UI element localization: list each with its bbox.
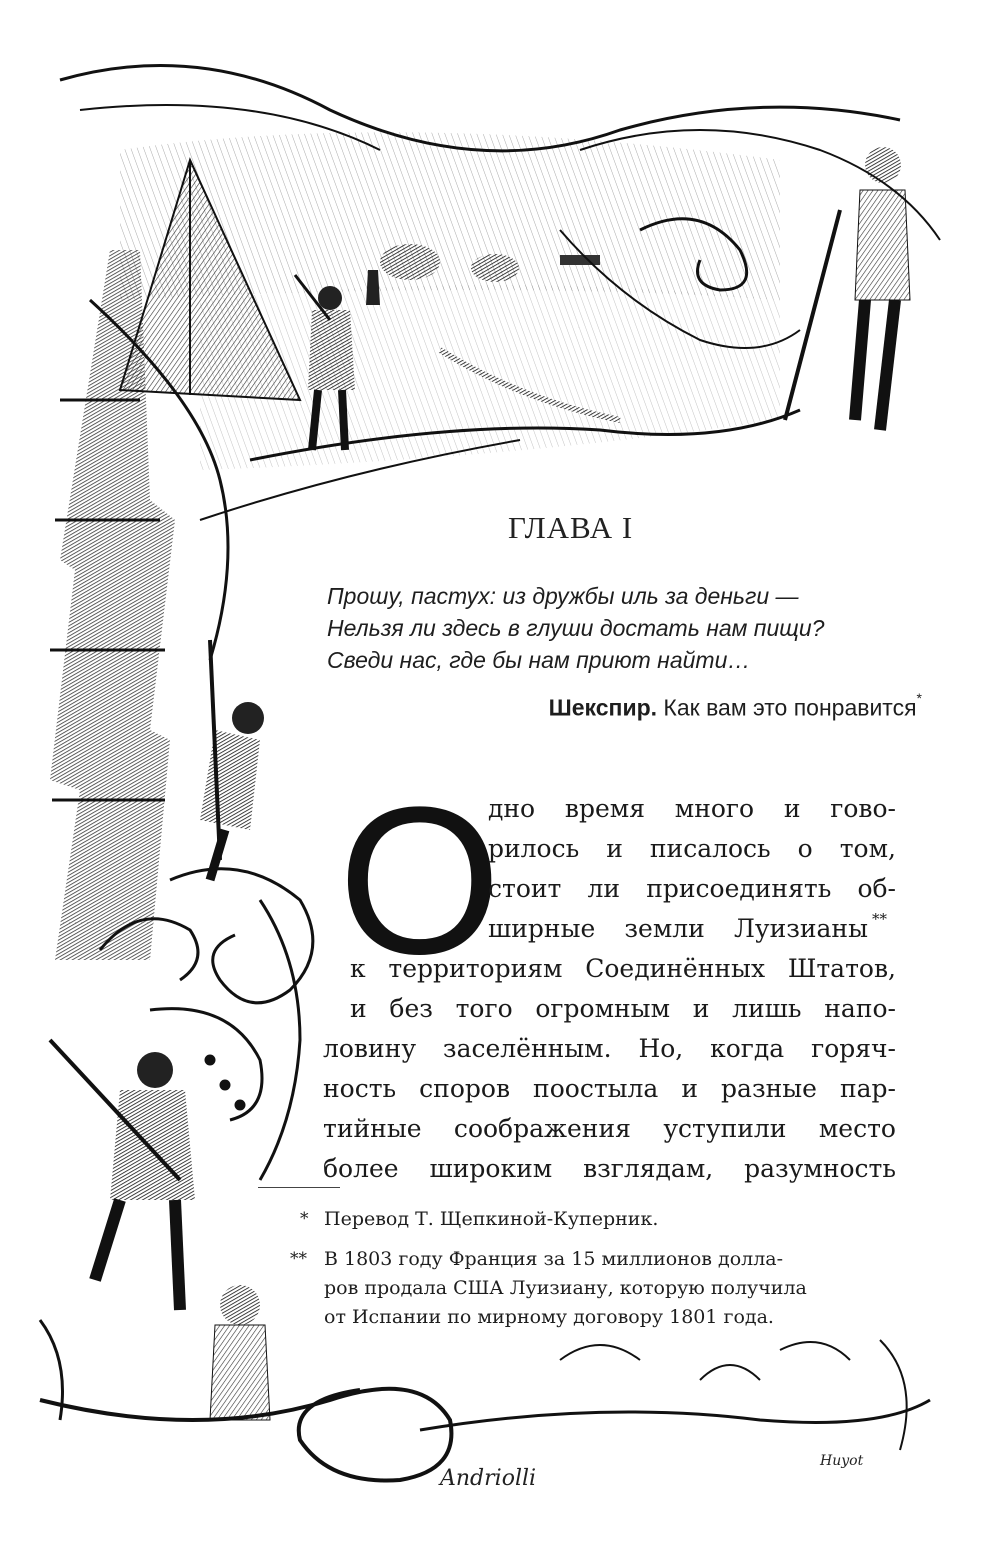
body-line: более широким взглядам, разумность (323, 1154, 896, 1183)
body-line: к территориям Соединённых Штатов, (350, 954, 896, 983)
chapter-title: ГЛАВА I (508, 510, 634, 545)
footnote-line: В 1803 году Франция за 15 миллионов долла- (324, 1248, 784, 1270)
footnote-mark: * (916, 690, 922, 706)
footnote-line: ров продала США Луизиану, которую получила (324, 1277, 807, 1299)
footnote-2 (290, 1245, 807, 1332)
engraver-signature: Huyot (820, 1453, 864, 1469)
bottom-vine-border (40, 1320, 930, 1481)
epigraph-work: Как вам это понравится (663, 694, 917, 721)
footnote-mark: ** (290, 1249, 307, 1269)
body-line: дно время много и гово- (488, 794, 896, 823)
body-line: тийные соображения уступили место (323, 1114, 896, 1143)
drop-cap: О (338, 763, 502, 998)
epigraph (327, 580, 927, 676)
body-line: ность споров поостыла и разные пар- (323, 1074, 896, 1103)
body-line: рилось и писалось о том, (488, 834, 896, 863)
epigraph-line: Сведи нас, где бы нам приют найти… (327, 647, 751, 673)
epigraph-line: Нельзя ли здесь в глуши достать нам пищи? (327, 615, 825, 641)
body-line: и без того огромным и лишь напо- (350, 994, 896, 1023)
artist-signature: Andriolli (440, 1466, 537, 1491)
footnote-1 (300, 1205, 658, 1234)
epigraph-author: Шекспир. (548, 694, 658, 721)
body-line: стоит ли присоединять об- (488, 874, 896, 903)
footnote-mark: ** (872, 910, 887, 928)
landscape-scene (120, 132, 910, 470)
footnote-mark: * (300, 1209, 309, 1229)
footnote-line: от Испании по мирному договору 1801 года. (324, 1306, 774, 1328)
body-line: ширные земли Луизианы (488, 914, 868, 943)
epigraph-line: Прошу, пастух: из дружбы иль за деньги — (327, 583, 799, 609)
footnote-line: Перевод Т. Щепкиной-Куперник. (324, 1208, 659, 1230)
epigraph-attribution (548, 690, 922, 722)
footnote-divider (258, 1187, 340, 1188)
body-line: ловину заселённым. Но, когда горяч- (323, 1034, 896, 1063)
